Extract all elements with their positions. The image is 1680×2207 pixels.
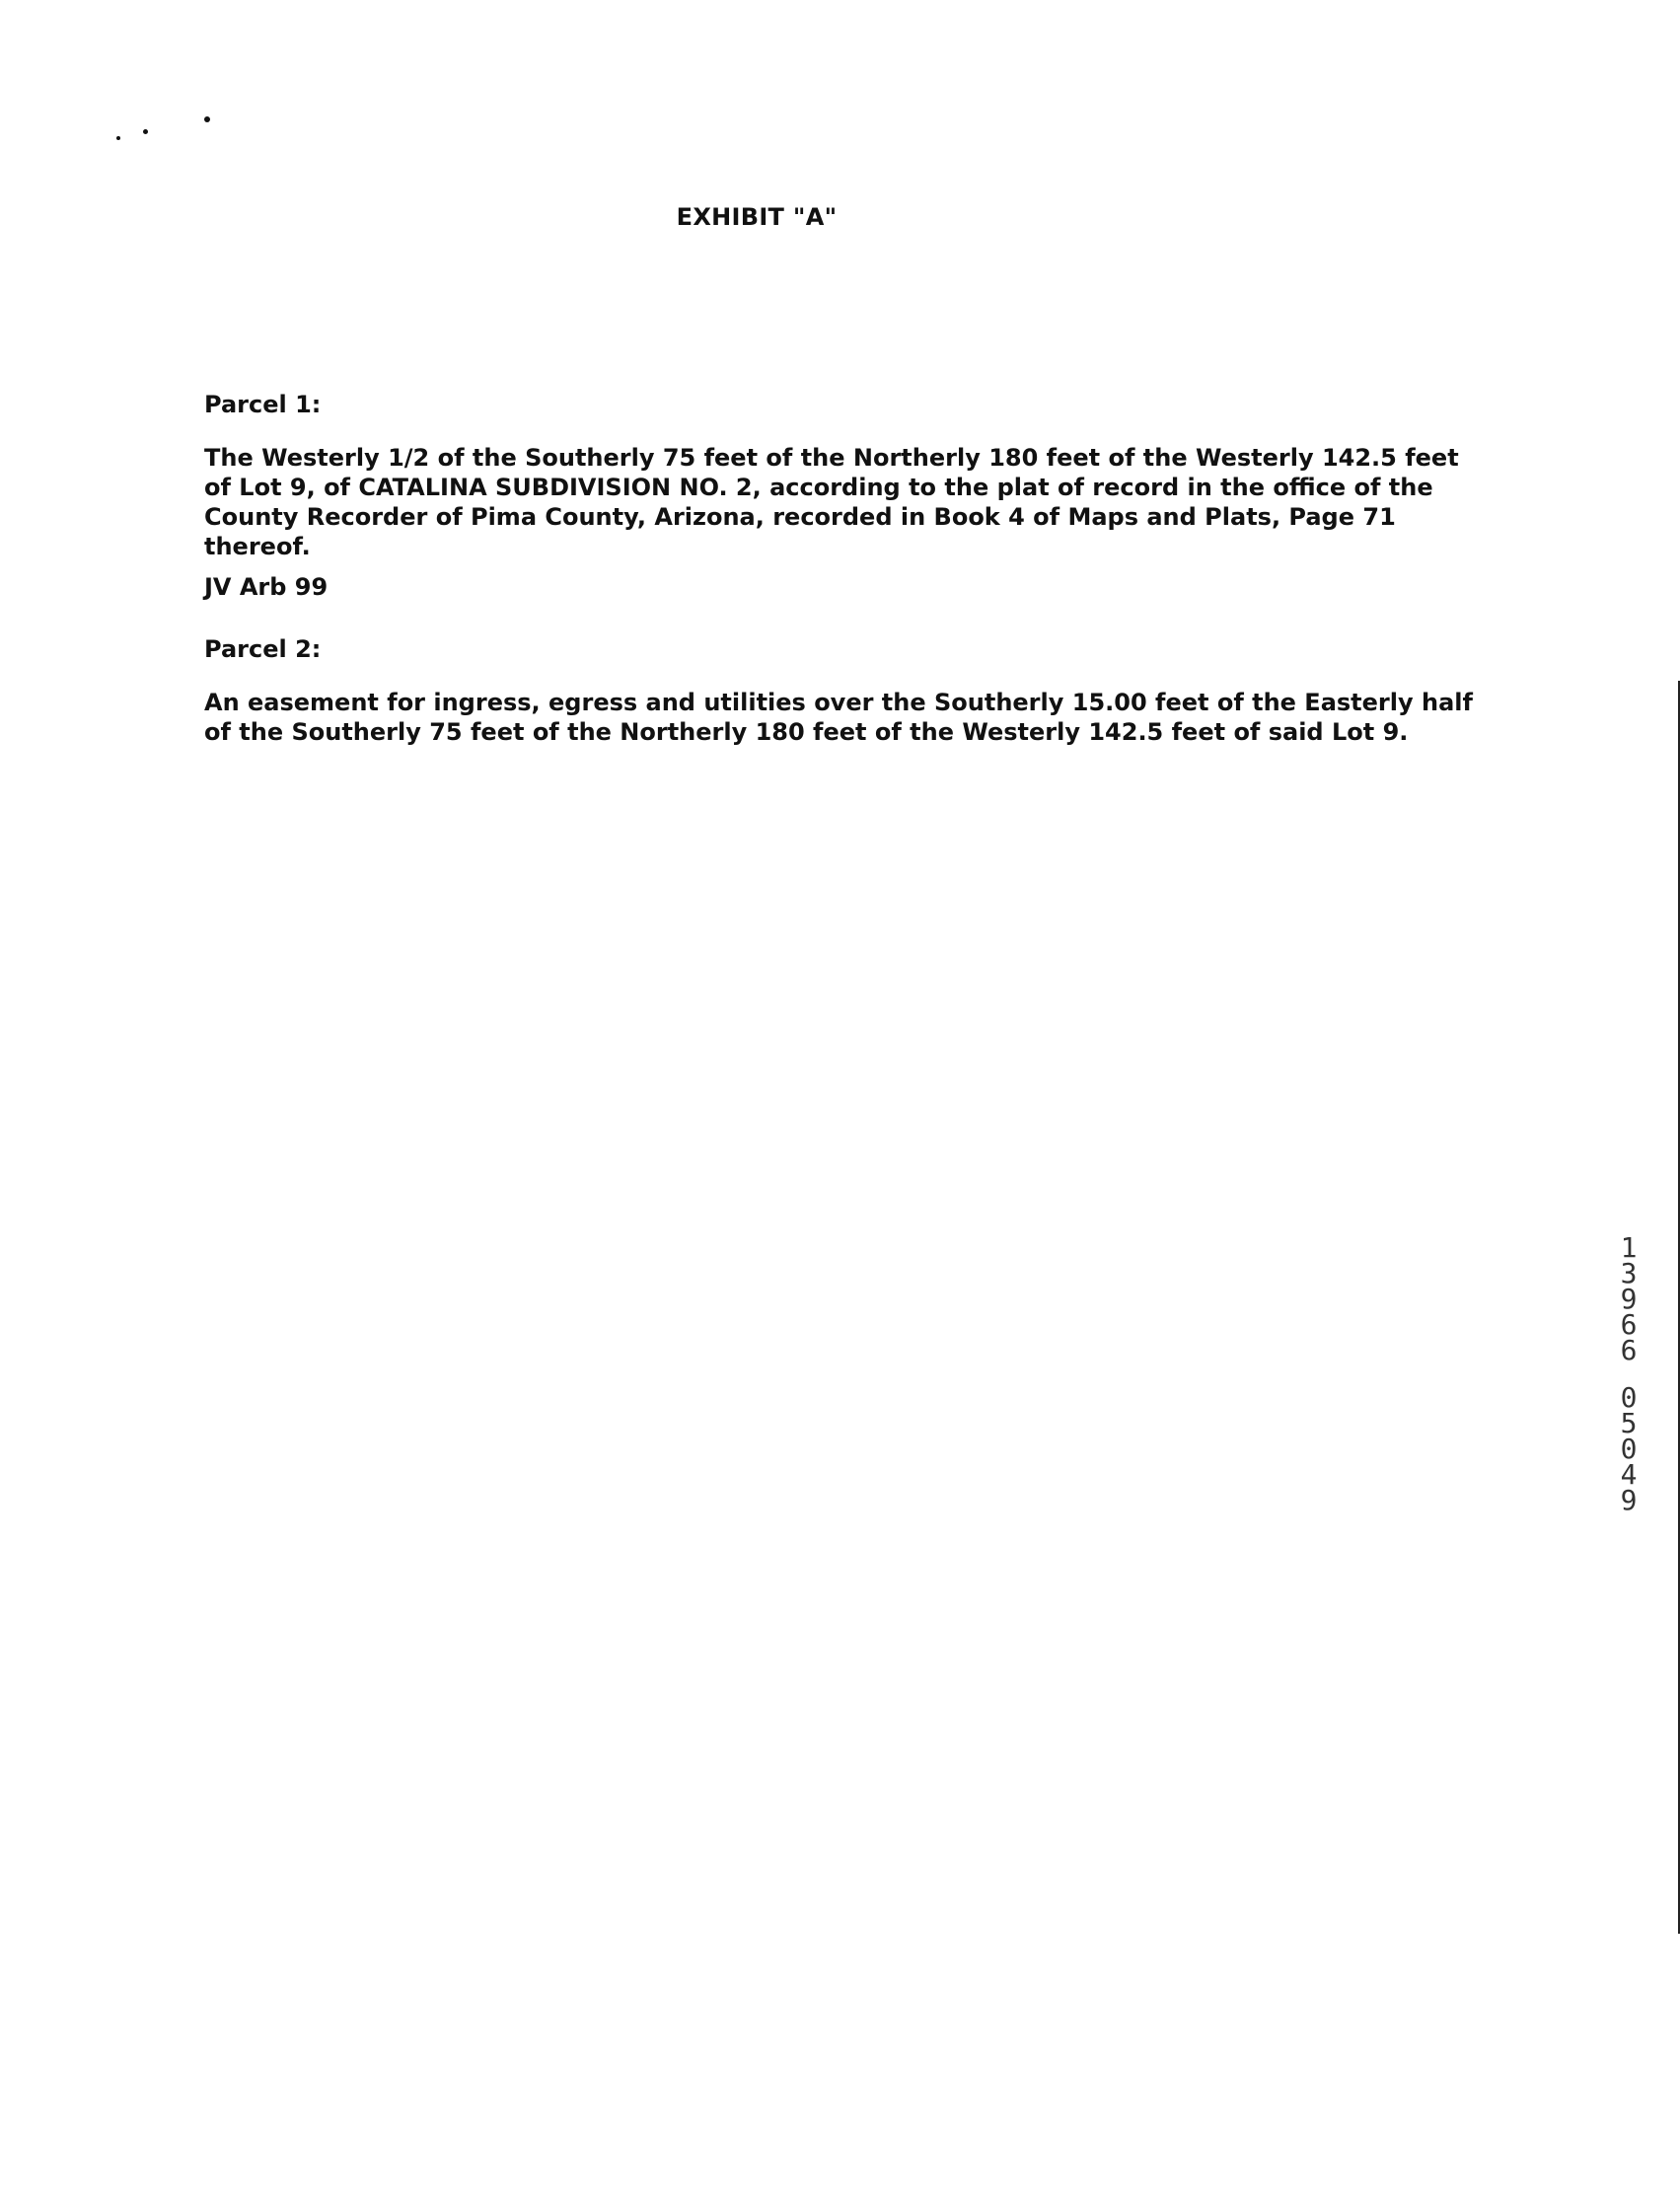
stamp-digit: 0: [1620, 1381, 1638, 1414]
stamp-digit: 5: [1620, 1407, 1638, 1439]
parcel-2-description: An easement for ingress, egress and utilities over the Southerly 15.00 feet of the Easterly half of the Southerly 75 feet of the Northerly 180 feet of the Westerly 142.5 feet of said Lot 9.: [204, 689, 1473, 746]
stamp-digit: 9: [1620, 1283, 1638, 1315]
parcel-1-description: The Westerly 1/2 of the Southerly 75 feet of the Northerly 180 feet of the Westerly 142.5 feet of Lot 9, of CATALINA SUBDIVISION NO. 2, according to the plat of record in the office of the County Recorder of Pima County, Arizona, recorded in Book 4 of Maps and Plats, Page 71 thereof.: [204, 444, 1459, 560]
scan-speck: [143, 129, 148, 134]
stamp-digit: 3: [1620, 1257, 1638, 1289]
stamp-digit: 0: [1620, 1433, 1638, 1465]
stamp-digit: 6: [1620, 1334, 1638, 1366]
parcel-2-heading: Parcel 2:: [204, 635, 322, 663]
stamp-digit: 1: [1620, 1231, 1638, 1264]
stamp-digit: 9: [1620, 1484, 1638, 1516]
recording-number-stamp: [1614, 1231, 1643, 1516]
reference-code: JV Arb 99: [204, 573, 329, 601]
exhibit-title: EXHIBIT "A": [676, 203, 838, 231]
parcel-1-heading: Parcel 1:: [204, 391, 322, 418]
scan-speck: [204, 116, 210, 122]
stamp-digit: 6: [1620, 1308, 1638, 1341]
scan-speck: [116, 136, 120, 140]
stamp-digit: 4: [1620, 1458, 1638, 1491]
